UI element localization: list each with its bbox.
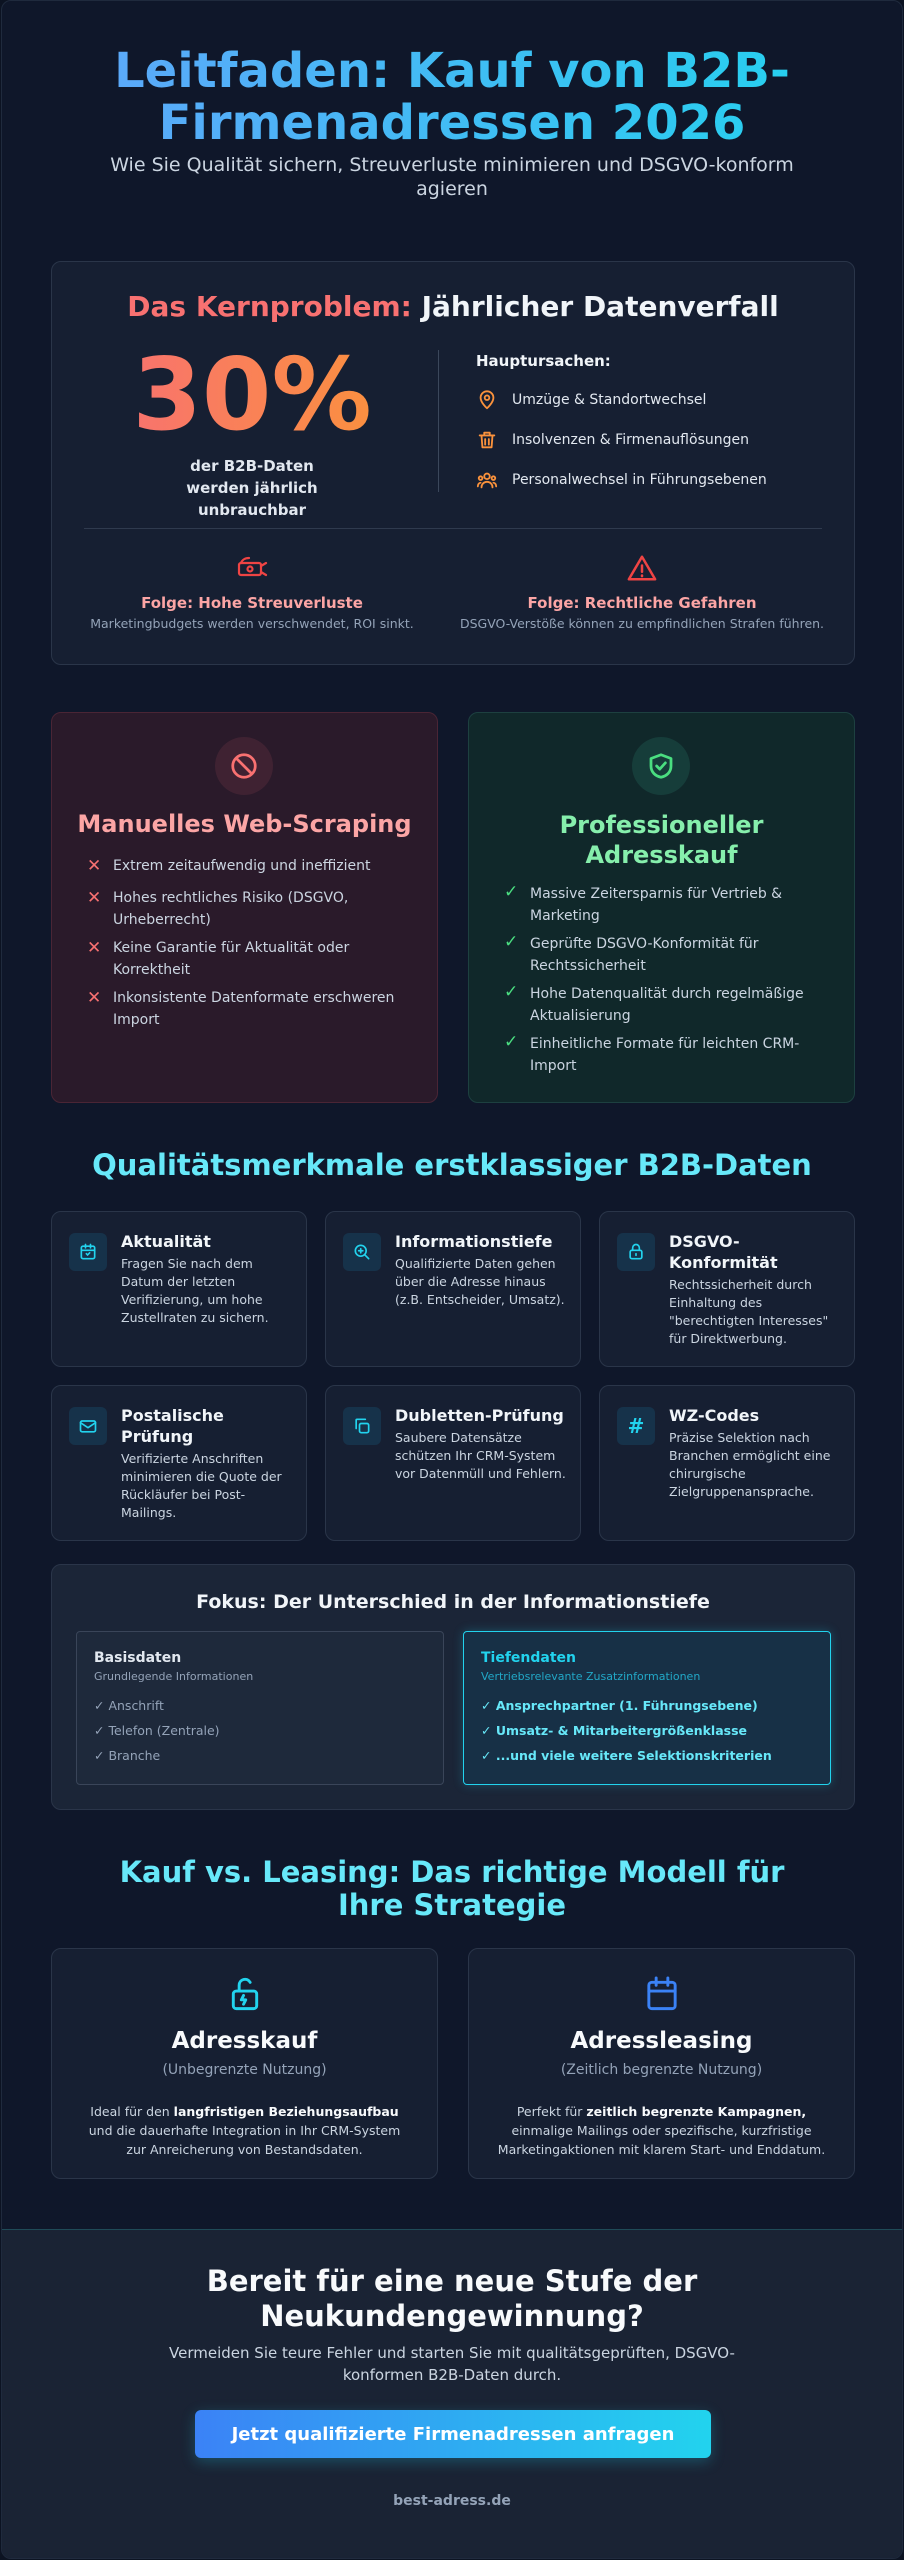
- cross-icon: ✕: [87, 938, 102, 958]
- lease-text-bold: zeitlich begrenzte Kampagnen,: [586, 2104, 807, 2119]
- deep-data-title: Tiefendaten: [481, 1650, 577, 1666]
- check-icon: ✓: [94, 1723, 109, 1738]
- consequence-legal: [442, 554, 842, 631]
- cross-icon: ✕: [87, 888, 102, 908]
- manual-scraping-card: [51, 712, 438, 1103]
- consequence-title: Folge: Hohe Streuverluste: [141, 594, 363, 612]
- basic-data-item: Telefon (Zentrale): [108, 1723, 220, 1738]
- quality-card-text: Verifizierte Anschriften minimieren die Quote der Rückläufer bei Post-Mailings.: [121, 1451, 282, 1520]
- quality-card: [51, 1211, 307, 1367]
- users-icon: [476, 469, 498, 491]
- cause-item: [476, 428, 776, 452]
- list-item: [481, 1723, 747, 1738]
- buy-title: Adresskauf: [171, 2028, 318, 2054]
- cross-icon: ✕: [87, 856, 102, 876]
- buy-text-bold: langfristigen Beziehungsaufbau: [173, 2104, 399, 2119]
- warning-icon: [442, 554, 842, 582]
- cause-label: Insolvenzen & Firmenauflösungen: [512, 432, 749, 448]
- quality-card-text: Fragen Sie nach dem Datum der letzten Verifizierung, um hohe Zustellraten zu sichern.: [121, 1256, 269, 1325]
- quality-card-text: Rechtssicherheit durch Einhaltung des "berechtigten Interesses" für Direktwerbung.: [669, 1277, 829, 1346]
- check-icon: ✓: [481, 1748, 496, 1763]
- calendar-icon: [469, 1975, 854, 2013]
- deep-data-box: [463, 1631, 831, 1785]
- infographic-page: [1, 0, 903, 2559]
- consequence-text: DSGVO-Verstöße können zu empfindlichen Strafen führen.: [459, 616, 825, 631]
- quality-card: [599, 1385, 855, 1541]
- prohibited-icon: [215, 737, 273, 795]
- lock-icon: [617, 1233, 655, 1271]
- basic-data-item: Anschrift: [108, 1698, 164, 1713]
- check-icon: ✓: [94, 1748, 109, 1763]
- check-icon: ✓: [504, 1032, 519, 1052]
- lease-model-card: [468, 1948, 855, 2179]
- lease-text-post: einmalige Mailings oder spezifische, kurzfristige Marketingaktionen mit klarem Start- und Enddatum.: [497, 2123, 826, 2157]
- buy-text-pre: Ideal für den: [90, 2104, 174, 2119]
- lease-subtitle: (Zeitlich begrenzte Nutzung): [560, 2062, 763, 2078]
- horizontal-divider: [84, 528, 822, 529]
- quality-card: [599, 1211, 855, 1367]
- quality-title: Qualitätsmerkmale erstklassiger B2B-Daten: [92, 1148, 812, 1182]
- stat-value: 30%: [112, 340, 392, 450]
- check-icon: ✓: [504, 932, 519, 952]
- vertical-divider: [438, 350, 439, 492]
- check-icon: ✓: [504, 882, 519, 902]
- buy-description: [78, 2102, 411, 2159]
- list-item: [94, 1698, 164, 1713]
- cta-text: Vermeiden Sie teure Fehler und starten Sie mit qualitätsgeprüften, DSGVO-konformen B2B-Daten durch.: [169, 2344, 735, 2384]
- list-item: [94, 1748, 160, 1763]
- professional-item: Massive Zeitersparnis für Vertrieb & Marketing: [530, 886, 783, 924]
- check-icon: ✓: [481, 1698, 496, 1713]
- hash-icon: #: [617, 1407, 655, 1445]
- core-problem-title-prefix: Das Kernproblem:: [127, 290, 412, 323]
- quality-card-title: DSGVO-Konformität: [669, 1232, 778, 1272]
- cause-item: [476, 388, 776, 412]
- consequence-text: Marketingbudgets werden verschwendet, ROI sinkt.: [90, 616, 414, 631]
- cause-label: Personalwechsel in Führungsebenen: [512, 472, 767, 488]
- check-icon: ✓: [94, 1698, 109, 1713]
- lease-title: Adressleasing: [570, 2028, 753, 2054]
- professional-title: Professioneller Adresskauf: [559, 811, 764, 869]
- lease-description: [495, 2102, 828, 2159]
- quality-card-title: Dubletten-Prüfung: [395, 1406, 564, 1425]
- consequence-title: Folge: Rechtliche Gefahren: [527, 594, 757, 612]
- quality-card: [325, 1385, 581, 1541]
- deep-data-item: Ansprechpartner (1. Führungsebene): [495, 1698, 758, 1713]
- zoom-icon: [343, 1233, 381, 1271]
- causes-title: Hauptursachen:: [476, 352, 611, 370]
- page-title: Leitfaden: Kauf von B2B-Firmenadressen 2026: [42, 45, 862, 149]
- cta-title: Bereit für eine neue Stufe der Neukundengewinnung?: [206, 2264, 698, 2333]
- stat-caption: der B2B-Daten werden jährlich unbrauchbar: [186, 457, 318, 519]
- list-item: [481, 1698, 758, 1713]
- professional-item: Einheitliche Formate für leichten CRM-Import: [530, 1036, 800, 1074]
- basic-data-item: Branche: [108, 1748, 161, 1763]
- quality-card-text: Präzise Selektion nach Branchen ermöglicht eine chirurgische Zielgruppenansprache.: [669, 1430, 831, 1499]
- shield-check-icon: [632, 737, 690, 795]
- quality-card-text: Qualifizierte Daten gehen über die Adresse hinaus (z.B. Entscheider, Umsatz).: [395, 1256, 565, 1307]
- mail-icon: [69, 1407, 107, 1445]
- focus-title: Fokus: Der Unterschied in der Informationstiefe: [196, 1591, 710, 1613]
- professional-item: Hohe Datenqualität durch regelmäßige Aktualisierung: [530, 986, 804, 1024]
- footer-link[interactable]: best-adress.de: [393, 2493, 511, 2509]
- quality-card: [51, 1385, 307, 1541]
- trash-icon: [476, 429, 498, 451]
- buy-model-card: [51, 1948, 438, 2179]
- basic-data-box: [76, 1631, 444, 1785]
- manual-item: Hohes rechtliches Risiko (DSGVO, Urheberrecht): [113, 890, 349, 928]
- buy-text-post: und die dauerhafte Integration in Ihr CRM-System zur Anreicherung von Bestandsdaten.: [88, 2123, 401, 2157]
- lease-text-pre: Perfekt für: [516, 2104, 587, 2119]
- manual-title: Manuelles Web-Scraping: [77, 810, 412, 838]
- quality-card-title: Postalische Prüfung: [121, 1406, 224, 1446]
- quality-card-title: Informationstiefe: [395, 1232, 553, 1251]
- models-title: Kauf vs. Leasing: Das richtige Modell für Ihre Strategie: [119, 1855, 785, 1922]
- quality-card-title: WZ-Codes: [669, 1406, 760, 1425]
- cta-section: [2, 2229, 902, 2558]
- quality-card-title: Aktualität: [121, 1232, 211, 1251]
- deep-data-item: ...und viele weitere Selektionskriterien: [495, 1748, 772, 1763]
- lock-open-icon: [52, 1975, 437, 2013]
- manual-item: Inkonsistente Datenformate erschweren Import: [113, 990, 395, 1028]
- check-icon: ✓: [504, 982, 519, 1002]
- buy-subtitle: (Unbegrenzte Nutzung): [162, 2062, 327, 2078]
- page-subtitle: Wie Sie Qualität sichern, Streuverluste minimieren und DSGVO-konform agieren: [110, 154, 794, 200]
- calendar-icon: [69, 1233, 107, 1271]
- professional-item: Geprüfte DSGVO-Konformität für Rechtssicherheit: [530, 936, 759, 974]
- professional-card: [468, 712, 855, 1103]
- cause-label: Umzüge & Standortwechsel: [512, 392, 707, 408]
- check-icon: ✓: [481, 1723, 496, 1738]
- map-pin-icon: [476, 389, 498, 411]
- consequence-loss: [82, 554, 422, 631]
- core-problem-title: [52, 290, 854, 323]
- quality-card-text: Saubere Datensätze schützen Ihr CRM-System vor Datenmüll und Fehlern.: [395, 1430, 566, 1481]
- money-icon: [82, 554, 422, 580]
- cross-icon: ✕: [87, 988, 102, 1008]
- list-item: [94, 1723, 220, 1738]
- deep-data-item: Umsatz- & Mitarbeitergrößenklasse: [495, 1723, 748, 1738]
- core-problem-title-rest: Jährlicher Datenverfall: [421, 290, 779, 323]
- copy-icon: [343, 1407, 381, 1445]
- manual-item: Keine Garantie für Aktualität oder Korrektheit: [113, 940, 350, 978]
- deep-data-subtitle: Vertriebsrelevante Zusatzinformationen: [481, 1670, 701, 1683]
- basic-data-subtitle: Grundlegende Informationen: [94, 1670, 254, 1683]
- list-item: [481, 1748, 772, 1763]
- basic-data-title: Basisdaten: [94, 1650, 182, 1666]
- request-addresses-button[interactable]: Jetzt qualifizierte Firmenadressen anfragen: [195, 2410, 711, 2458]
- manual-item: Extrem zeitaufwendig und ineffizient: [113, 858, 371, 874]
- quality-card: [325, 1211, 581, 1367]
- cause-item: [476, 468, 796, 492]
- core-problem-card: [51, 261, 855, 665]
- focus-card: [51, 1564, 855, 1810]
